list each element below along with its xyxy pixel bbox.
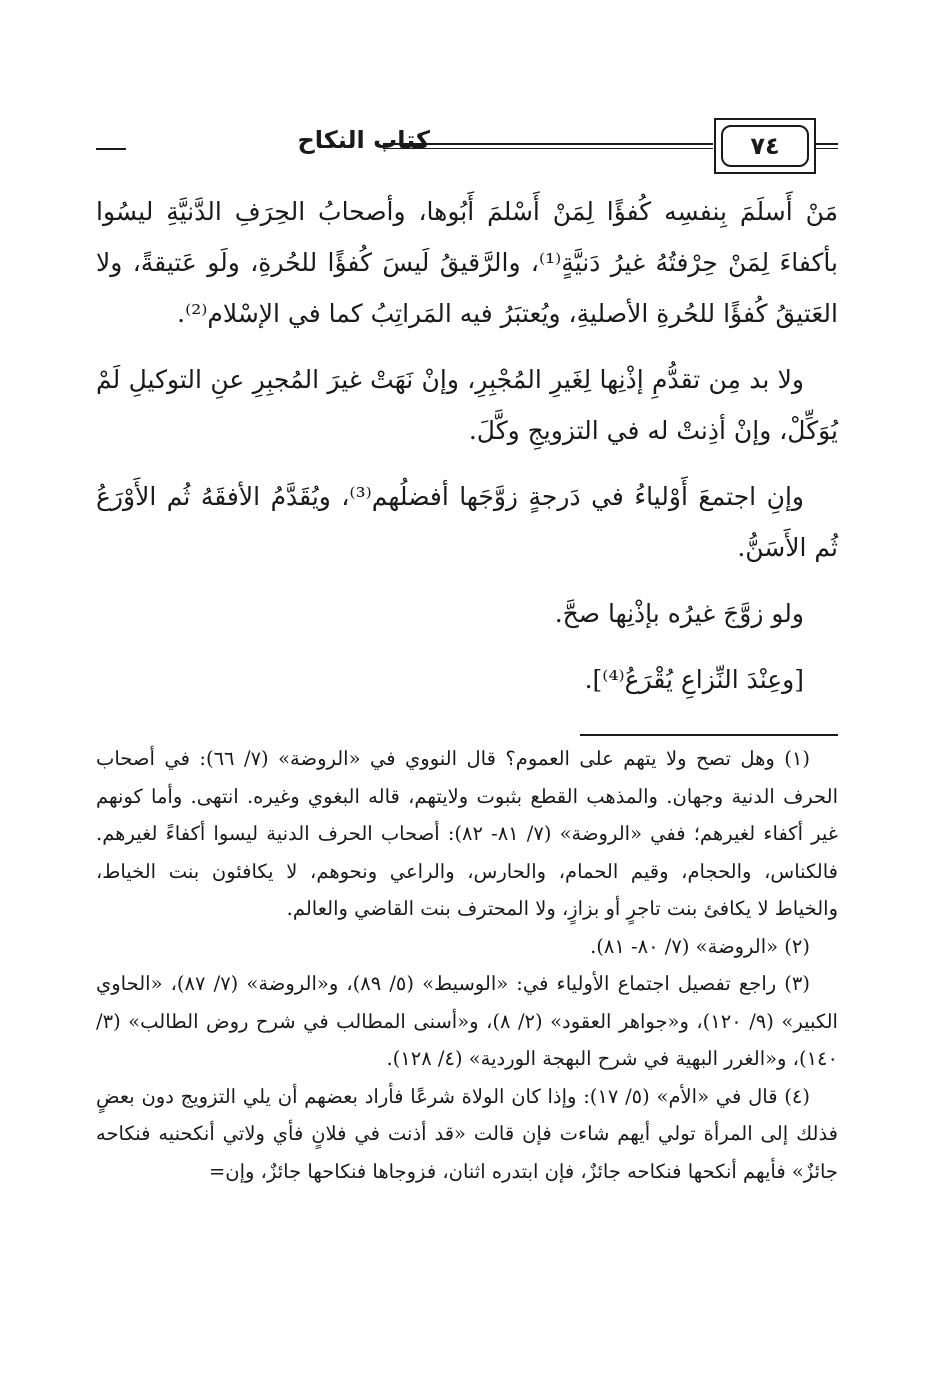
- page-number-frame: [714, 118, 816, 174]
- footnote: (٣) راجع تفصيل اجتماع الأولياء في: «الوسيط» (٥/ ٨٩)، و«الروضة» (٧/ ٨٧)، «الحاوي الكبير» (٩/ ١٢٠)، و«جواهر العقود» (٢/ ٨)، و«أسنى المطالب في شرح روض الطالب» (٣/ ١٤٠)، و«الغرر البهية في شرح البهجة الوردية» (٤/ ١٢٨).: [96, 972, 838, 1070]
- main-paragraph: ولو زوَّجَ غيرُه بإذْنِها صحَّ.: [554, 599, 804, 628]
- footnote-separator: [580, 734, 838, 736]
- footnote: (٤) قال في «الأم» (٥/ ١٧): وإذا كان الولاة شرعًا فأراد بعضهم أن يلي التزويج دون بعضٍ فذلك إلى المرأة تولي أيهم شاءت فإن قالت «قد أذنت في فلانٍ فأي ولاتي أنكحنيه فنكاحه جائزٌ» فأيهم أنكحها فنكاحه جائزٌ، فإن ابتدره اثنان، فزوجاها فنكاحها جائزٌ، وإن=: [96, 1084, 838, 1183]
- footnote: (٢) «الروضة» (٧/ ٨٠- ٨١).: [590, 934, 810, 958]
- main-paragraph: مَنْ أَسلَمَ بِنفسِه كُفؤًا لِمَنْ أَسْلمَ أَبُوها، وأصحابُ الحِرَفِ الدَّنيَّةِ ليسُوا بأكفاءَ لِمَنْ حِرْفتُهُ غيرُ دَنيَّةٍ⁽¹⁾، والرَّقيقُ لَيسَ كُفؤًا للحُرةِ، ولَو عَتيقةً، ولا العَتيقُ كُفؤًا للحُرةِ الأصليةِ، ويُعتبَرُ فيه المَراتِبُ كما في الإسْلام⁽²⁾.: [96, 197, 838, 328]
- main-paragraph: [وعِنْدَ النِّزاعِ يُقْرَعُ⁽⁴⁾].: [584, 665, 804, 694]
- page-number: ٧٤: [721, 125, 809, 167]
- page-header: [96, 118, 838, 178]
- main-text: [96, 186, 838, 720]
- main-paragraph: وإنِ اجتمعَ أَوْلياءُ في دَرجةٍ زوَّجَها أفضلُهم⁽³⁾، ويُقَدَّمُ الأفقَهُ ثُم الأَوْرَعُ ثُم الأَسَنُّ.: [96, 482, 838, 562]
- main-paragraph: ولا بد مِن تقدُّمِ إذْنِها لِغَيرِ المُجْبِرِ، وإنْ نَهَتْ غيرَ المُجبِرِ عنِ التوكيلِ لَمْ يُوَكِّلْ، وإنْ أذِنتْ له في التزويجِ وكَّلَ.: [96, 365, 838, 445]
- header-rule-left: [96, 148, 126, 150]
- footnotes: [96, 740, 838, 1190]
- footnote: (١) وهل تصح ولا يتهم على العموم؟ قال النووي في «الروضة» (٧/ ٦٦): في أصحاب الحرف الدنية وجهان. والمذهب القطع بثبوت ولايتهم، قاله البغوي وغيره. انتهى. وأما كونهم غير أكفاء لغيرهم؛ ففي «الروضة» (٧/ ٨١- ٨٢): أصحاب الحرف الدنية ليسوا أكفاءً لغيرهم. فالكناس، والحجام، وقيم الحمام، والحارس، والراعي ونحوهم، لا يكافئون بنت الخياط، والخياط لا يكافئ بنت تاجرٍ أو بزازٍ، ولا المحترف بنت القاضي والعالم.: [96, 747, 838, 920]
- header-rule: [383, 143, 713, 149]
- book-title: كتاب النكاح: [297, 126, 430, 154]
- header-rule-end: [816, 143, 838, 149]
